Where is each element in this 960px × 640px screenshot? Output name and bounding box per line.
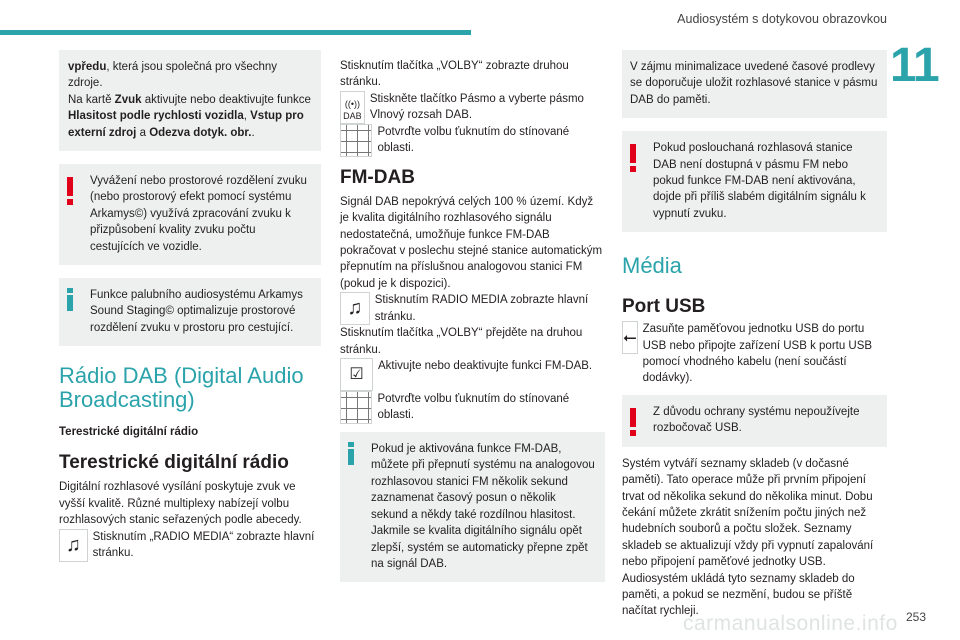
warning-box-balance <box>59 164 321 265</box>
subheading: Terestrické digitální rádio <box>59 426 199 439</box>
instruction-usb: ⭠ Zasuňte paměťovou jednotku USB do portu USB nebo připojte zařízení USB k portu USB pomocí vhodného kabelu (není součástí dodávky). <box>623 323 873 385</box>
section-heading-media: Média <box>622 253 682 279</box>
header-accent-bar <box>0 30 471 35</box>
info-icon <box>348 449 354 465</box>
column-3 <box>622 50 887 620</box>
instruction-radio-media-2: ♫ Stisknutím RADIO MEDIA zobrazte hlavní stránku. <box>340 292 605 325</box>
column-1 <box>59 50 321 562</box>
instruction-confirm-2: Potvrďte volbu ťuknutím do stínované oblasti. <box>340 391 605 424</box>
music-note-icon: ♫ <box>59 529 88 562</box>
info-box-arkamys <box>59 278 321 346</box>
chapter-number: 11 <box>890 39 939 92</box>
warning-icon <box>630 144 636 163</box>
dab-antenna-icon: ((•)) DAB <box>340 91 365 124</box>
info-box-audio-settings: vpředu, která jsou společná pro všechny zdroje. Na kartě Zvuk aktivujte nebo deaktivujte funkce Hlasitost podle rychlosti vozidla, Vstup pro externí zdroj a Odezva dotyk. obr.. <box>59 50 321 151</box>
section-heading-fm-dab: FM-DAB <box>340 166 415 188</box>
warning-icon <box>630 408 636 427</box>
info-text: V zájmu minimalizace uvedené časové prodlevy se doporučuje uložit rozhlasové stanice v pásmu DAB do paměti. <box>630 61 878 106</box>
warning-text: Z důvodu ochrany systému nepoužívejte rozbočovač USB. <box>653 405 860 435</box>
section-heading-dab: Rádio DAB (Digital Audio Broadcasting) <box>59 363 304 413</box>
paragraph-playlists: Systém vytváří seznamy skladeb (v dočasné paměti). Tato operace může při prvním připojení trvat od několika sekund do několika minut. Dobu čekání můžete zkrátit snížením počtu jiných než hudebních souborů a počtu složek. Seznamy skladeb se aktualizují vždy při vypnutí zapalování nebo připojení paměťové jednotky USB. Audiosystém ukládá tyto seznamy skladeb do paměti, a pokud se nezmění, budou se příště načítat rychleji. <box>622 457 874 618</box>
info-icon <box>67 295 73 311</box>
warning-text: Vyvážení nebo prostorové rozdělení zvuku (nebo prostorový efekt pomocí systému Arkamys©) využívá zpracování zvuku k přizpůsobení kvality zvuku počtu cestujících ve vozidle. <box>90 175 307 253</box>
page-number: 253 <box>905 610 926 624</box>
column-2 <box>340 58 605 582</box>
paragraph-options: Stisknutím tlačítka „VOLBY“ zobrazte druhou stránku. <box>340 60 569 89</box>
watermark: carmanualsonline.info <box>683 612 898 635</box>
usb-icon: ⭠ <box>622 321 638 354</box>
grid-area-icon <box>340 124 372 157</box>
checkbox-icon: ☑ <box>340 358 373 391</box>
instruction-toggle-fm-dab: ☑ Aktivujte nebo deaktivujte funkci FM-DAB. <box>340 358 605 391</box>
music-note-icon: ♫ <box>340 292 370 325</box>
instruction-band: ((•)) DAB Stiskněte tlačítko Pásmo a vyberte pásmo Vlnový rozsah DAB. <box>340 91 605 124</box>
warning-box-usb-hub <box>622 395 887 447</box>
paragraph-options-2: Stisknutím tlačítka „VOLBY“ přejděte na druhou stránku. <box>340 327 583 356</box>
instruction-confirm: Potvrďte volbu ťuknutím do stínované oblasti. <box>340 124 605 157</box>
warning-icon <box>67 177 73 196</box>
info-text: Pokud je aktivována funkce FM-DAB, můžete při přepnutí systému na analogovou rozhlasovou stanici FM několik sekund zaznamenat časový posun o několik sekund a někdy také rozdílnou hlasitost. Jakmile se kvalita digitálního signálu opět zlepší, systém se automaticky přepne zpět na signál DAB. <box>371 443 595 570</box>
info-box-fm-dab <box>340 432 605 582</box>
paragraph-dab: Digitální rozhlasové vysílání poskytuje zvuk ve vyšší kvalitě. Různé multiplexy nabízejí volbu rozhlasových stanic seřazených podle abecedy. <box>59 481 302 527</box>
paragraph-fm-dab: Signál DAB nepokrývá celých 100 % území. Když je kvalita digitálního rozhlasového signálu nedostatečná, umožňuje funkce FM-DAB pokračovat v poslechu stejné stanice automatickým přepnutím na příslušnou analogovou stanici FM (pokud je k dispozici). <box>340 195 603 290</box>
section-heading-usb: Port USB <box>622 296 706 318</box>
info-text: Funkce palubního audiosystému Arkamys Sound Staging© optimalizuje prostorové rozdělení zvuku v prostoru pro cestující. <box>90 289 303 334</box>
header-title: Audiosystém s dotykovou obrazovkou <box>677 12 887 26</box>
grid-area-icon <box>340 391 372 424</box>
warning-box-dab <box>622 131 887 232</box>
info-box-memory <box>622 50 887 118</box>
warning-text: Pokud poslouchaná rozhlasová stanice DAB není dostupná v pásmu FM nebo pokud funkce FM-DAB není aktivována, dojde při příliš slabém digitálním signálu k vypnutí zvuku. <box>653 142 866 220</box>
instruction-radio-media: ♫ Stisknutím „RADIO MEDIA“ zobrazte hlavní stránku. <box>59 529 321 562</box>
section-heading-terrestrial: Terestrické digitální rádio <box>59 452 289 474</box>
